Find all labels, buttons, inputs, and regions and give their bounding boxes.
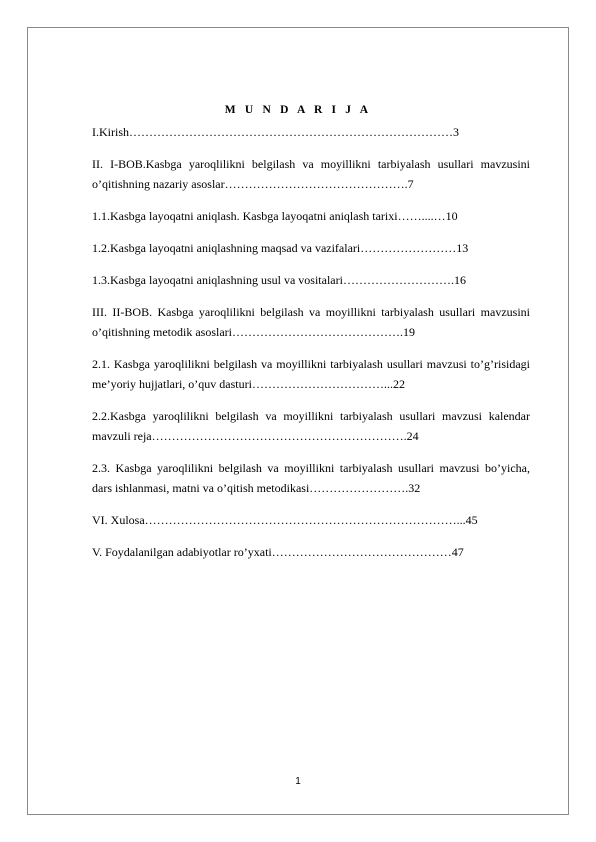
toc-entry-chapter-1: II. I-BOB.Kasbga yaroqlilikni belgilash va moyillikni tarbiyalash usullari mavzusini o’qitishning nazariy asoslar……………………………………….7 (92, 157, 530, 191)
document-title: M U N D A R I J A (224, 104, 372, 116)
toc-entry-xulosa: VI. Xulosa……………………………………………………………………...45 (92, 513, 478, 527)
page-number: 1 (295, 776, 301, 787)
table-of-contents (92, 122, 530, 562)
toc-entry-1-2: 1.2.Kasbga layoqatni aniqlashning maqsad va vazifalari……………………13 (92, 241, 469, 255)
toc-entry-chapter-2: III. II-BOB. Kasbga yaroqlilikni belgilash va moyillikni tarbiyalash usullari mavzusini o’qitishning metodik asoslari…………………………………….19 (92, 305, 530, 339)
toc-entry-2-1: 2.1. Kasbga yaroqlilikni belgilash va moyillikni tarbiyalash usullari mavzusi to’g’risidagi me’yoriy hujjatlari, o’quv dasturi……………………………...22 (92, 357, 530, 391)
toc-entry-adabiyotlar: V. Foydalanilgan adabiyotlar ro’yxati………………………………………47 (92, 545, 464, 559)
toc-entry-2-3: 2.3. Kasbga yaroqlilikni belgilash va moyillikni tarbiyalash usullari mavzusi bo’yicha, dars ishlanmasi, matni va o’qitish metodikasi…………………….32 (92, 461, 530, 495)
toc-entry-kirish: I.Kirish………………………………………………………………………3 (92, 125, 459, 139)
toc-entry-1-1: 1.1.Kasbga layoqatni aniqlash. Kasbga layoqatni aniqlash tarixi……....…10 (92, 209, 458, 223)
toc-entry-1-3: 1.3.Kasbga layoqatni aniqlashning usul va vositalari……………………….16 (92, 273, 466, 287)
toc-entry-2-2: 2.2.Kasbga yaroqlilikni belgilash va moyillikni tarbiyalash usullari mavzusi kalendar mavzuli reja……………………………………………………….24 (92, 409, 530, 443)
